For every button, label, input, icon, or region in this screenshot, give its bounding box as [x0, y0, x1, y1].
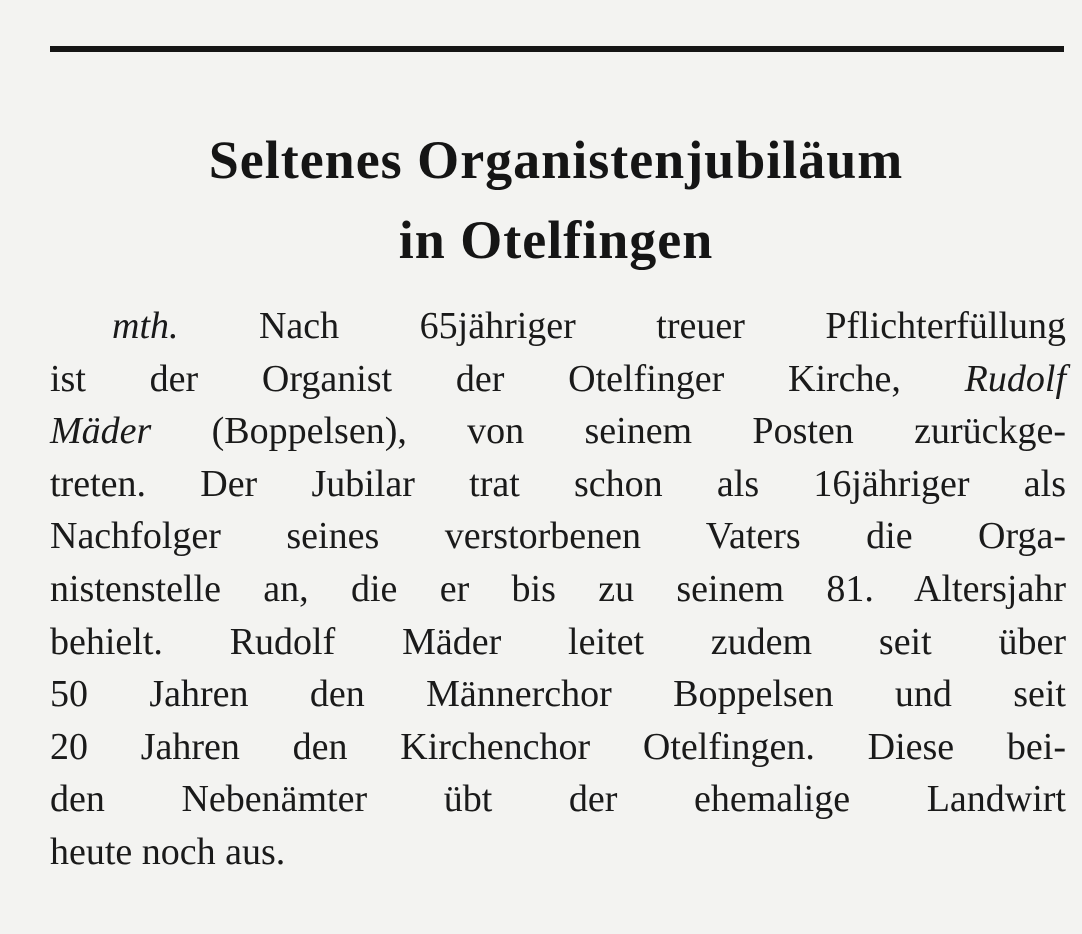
- article-headline: [50, 120, 1062, 280]
- body-text: heute noch aus.: [50, 830, 286, 873]
- article-line: [50, 668, 1066, 721]
- article-line: [50, 616, 1066, 669]
- article-line: [50, 458, 1066, 511]
- italic-text: Rudolf: [964, 357, 1066, 400]
- body-text: Nach 65jähriger treuer Pflichterfüllung: [178, 305, 1066, 347]
- body-text: treten. Der Jubilar trat schon als 16jähriger als: [50, 462, 1066, 505]
- article-line: [50, 353, 1066, 406]
- article-line: [50, 405, 1066, 458]
- article-line: [50, 721, 1066, 774]
- headline-line-1: Seltenes Organistenjubiläum: [208, 130, 904, 190]
- italic-text: Mäder: [50, 410, 152, 453]
- article-body: [50, 300, 1066, 879]
- headline-line-2: in Otelfingen: [398, 210, 714, 270]
- article-line: [50, 773, 1066, 826]
- body-text: Nachfolger seines verstorbenen Vaters die Orga-: [50, 515, 1066, 558]
- body-text: den Nebenämter übt der ehemalige Landwirt: [50, 778, 1066, 821]
- body-text: behielt. Rudolf Mäder leitet zudem seit über: [50, 620, 1066, 663]
- article-line: [50, 826, 1066, 879]
- body-text: ist der Organist der Otelfinger Kirche,: [50, 357, 965, 400]
- article-line: [50, 563, 1066, 616]
- body-text: nistenstelle an, die er bis zu seinem 81. Altersjahr: [50, 567, 1066, 610]
- body-text: (Boppelsen), von seinem Posten zurückge-: [151, 410, 1066, 453]
- top-rule: [50, 46, 1064, 52]
- body-text: 50 Jahren den Männerchor Boppelsen und seit: [50, 673, 1066, 716]
- body-text: 20 Jahren den Kirchenchor Otelfingen. Diese bei-: [50, 725, 1066, 768]
- article-line: [50, 510, 1066, 563]
- article-line: [50, 300, 1066, 353]
- italic-text: mth.: [112, 305, 179, 347]
